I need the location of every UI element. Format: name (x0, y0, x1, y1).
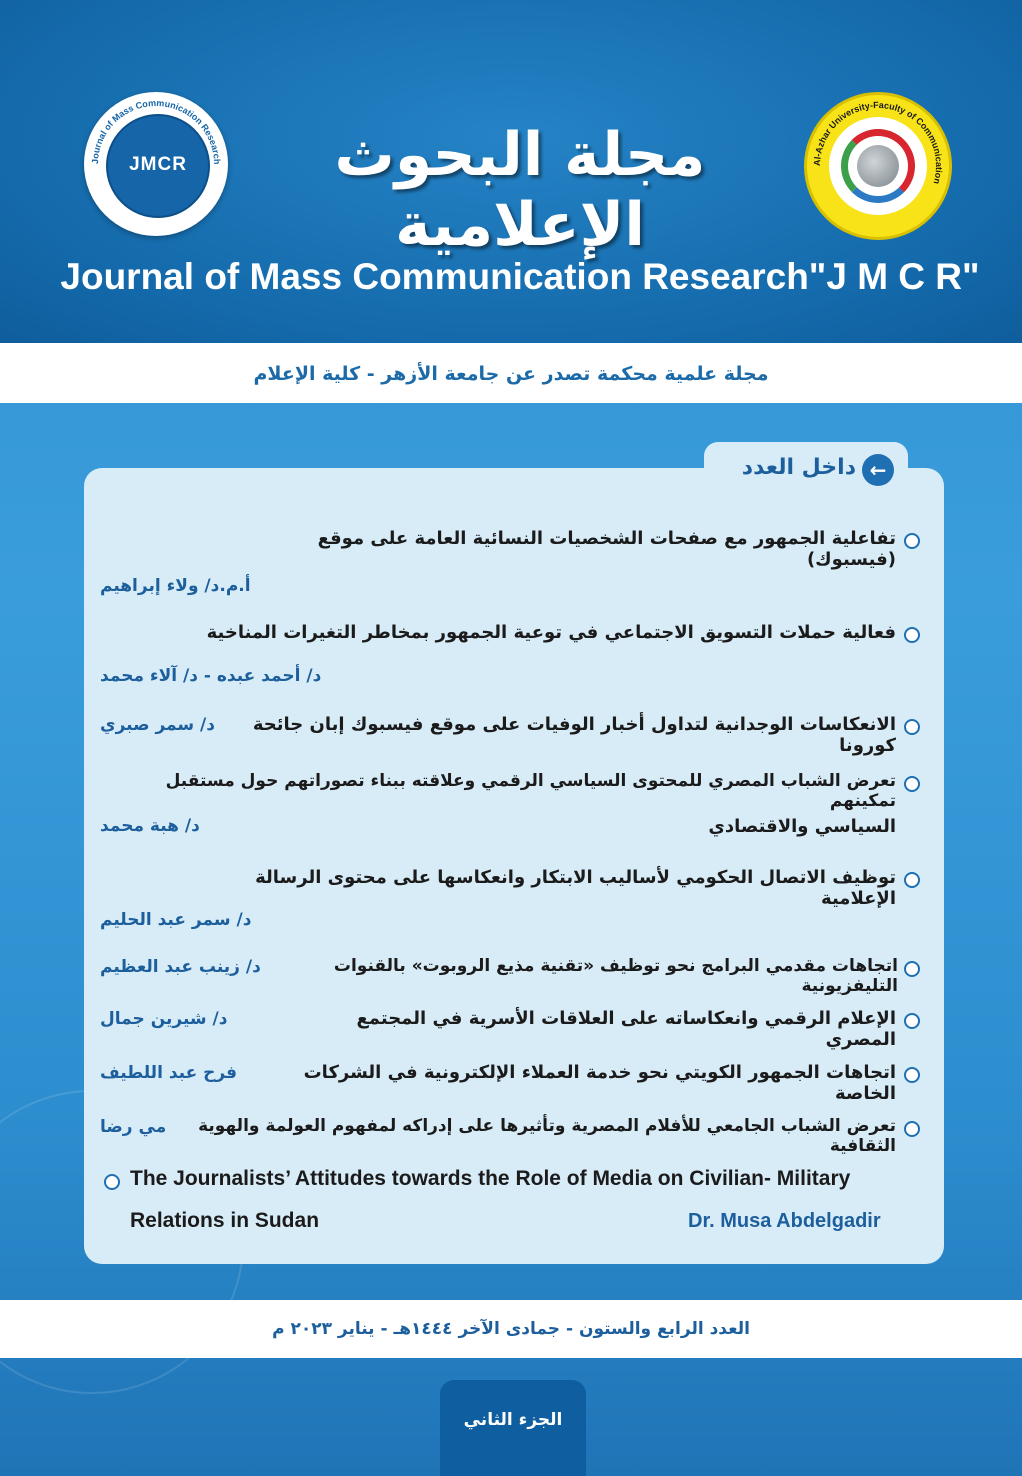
english-article-author: Dr. Musa Abdelgadir (688, 1210, 881, 1232)
article-title: الانعكاسات الوجدانية لتداول أخبار الوفيات على موقع فيسبوك إبان جائحة كورونا (252, 714, 896, 756)
bullet-icon (104, 1174, 120, 1190)
jmcr-logo (84, 92, 228, 236)
bullet-icon (904, 776, 920, 792)
article-author: د/ شيرين جمال (100, 1009, 228, 1029)
article-title: تفاعلية الجمهور مع صفحات الشخصيات النسائية العامة على موقع (فيسبوك) (317, 528, 896, 570)
contents-heading: داخل العدد (741, 455, 856, 480)
bullet-icon (904, 533, 920, 549)
jmcr-logo-ring-text: Journal of Mass Communication Research (89, 97, 223, 165)
article-title: الإعلام الرقمي وانعكاساته على العلاقات الأسرية في المجتمع المصري (356, 1008, 896, 1050)
article-author: د/ هبة محمد (100, 816, 200, 836)
bullet-icon (904, 627, 920, 643)
article-title-line2: السياسي والاقتصادي (708, 816, 896, 837)
subtitle-text: مجلة علمية محكمة تصدر عن جامعة الأزهر - كلية الإعلام (253, 363, 769, 385)
article-title: تعرض الشباب المصري للمحتوى السياسي الرقمي وعلاقته ببناء تصوراتهم حول مستقبل تمكينهم (165, 771, 896, 811)
article-title: توظيف الاتصال الحكومي لأساليب الابتكار وانعكاسها على محتوى الرسالة الإعلامية (255, 867, 896, 909)
al-azhar-logo (804, 92, 952, 240)
article-title: اتجاهات الجمهور الكويتي نحو خدمة العملاء الإلكترونية في الشركات الخاصة (303, 1062, 896, 1104)
bullet-icon (904, 961, 920, 977)
english-article-title-line2: Relations in Sudan (130, 1209, 320, 1232)
journal-title-english: Journal of Mass Communication Research"J M C R" (60, 256, 980, 297)
article-author: د/ أحمد عبده - د/ آلاء محمد (100, 666, 322, 686)
english-article-title: The Journalists’ Attitudes towards the Role of Media on Civilian- Military (130, 1167, 851, 1190)
article-title: اتجاهات مقدمي البرامج نحو توظيف «تقنية مذيع الروبوت» بالقنوات التليفزيونية (333, 956, 898, 996)
arrow-left-icon: ← (862, 454, 894, 486)
article-author: مي رضا (100, 1117, 167, 1137)
bullet-icon (904, 719, 920, 735)
article-author: فرح عبد اللطيف (100, 1063, 238, 1083)
bullet-icon (904, 1121, 920, 1137)
bullet-icon (904, 872, 920, 888)
journal-title-arabic: مجلة البحوث الإعلامية (334, 120, 706, 260)
article-title: فعالية حملات التسويق الاجتماعي في توعية الجمهور بمخاطر التغيرات المناخية (206, 622, 896, 643)
subtitle-bar (0, 343, 1022, 403)
issue-info: العدد الرابع والستون - جمادى الآخر ١٤٤٤هـ - يناير ٢٠٢٣ م (272, 1319, 750, 1339)
jmcr-logo-text: JMCR (129, 154, 187, 175)
part-label: الجزء الثاني (463, 1410, 563, 1430)
part-label-box (440, 1380, 586, 1476)
article-title: تعرض الشباب الجامعي للأفلام المصرية وتأثيرها على إدراكه لمفهوم العولمة والهوية الثقافية (198, 1116, 896, 1156)
bullet-icon (904, 1067, 920, 1083)
bullet-icon (904, 1013, 920, 1029)
article-author: د/ سمر عبد الحليم (100, 910, 252, 930)
issue-bar (0, 1300, 1022, 1358)
article-author: د/ سمر صبري (100, 715, 215, 735)
globe-icon (857, 145, 899, 187)
jmcr-logo-center (106, 114, 210, 218)
article-author: أ.م.د/ ولاء إبراهيم (100, 576, 251, 596)
article-author: د/ زينب عبد العظيم (100, 957, 261, 977)
al-azhar-logo-ring-text: Al-Azhar University-Faculty of Communication (811, 99, 945, 186)
cover-header (0, 0, 1022, 343)
